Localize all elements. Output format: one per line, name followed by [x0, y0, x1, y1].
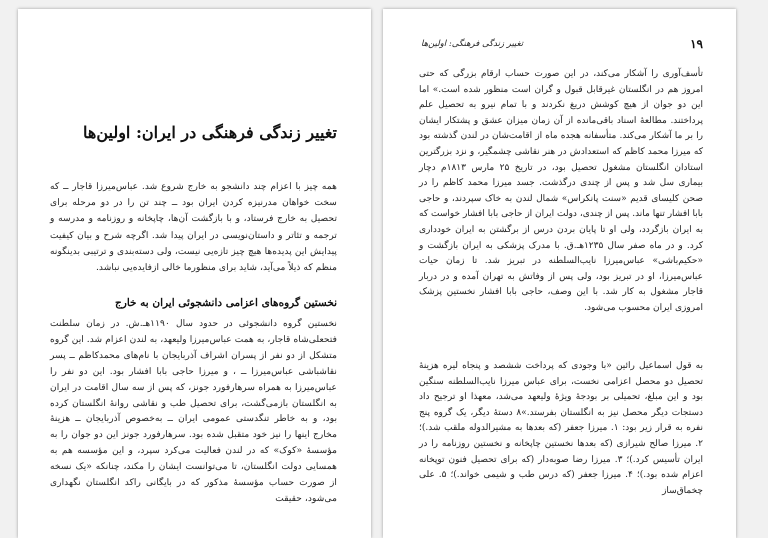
body-paragraph: تأسف‌آوری را آشکار می‌کند، در این صورت حساب ارقام بزرگی که حتی امروز هم در انگلستان غیرقابل قبول و گران است منظور شده است.» اما این دو جوان از هیچ کوشش دریغ نکردند و با تمام نیرو به تحصیل علم پرداختند. مطالعهٔ اسناد باقی‌مانده از آن زمان میزان عشق و پشتکار ایشان را بر ما آشکار می‌کند. متأسفانه هجده ماه از اقامت‌شان در لندن گذشته بود که میرزا محمد کاظم که استعدادش در هنر نقاشی چشمگیر، و نزد بزرگترین استادان انگلستان مشغول تحصیل بود، در تاریخ ۲۵ مارس ۱۸۱۳م دچار بیماری سل شد و پس از چندی درگذشت. جسد میرزا محمد کاظم را در صحن کلیسای قدیم «سنت پانکراس» شمال لندن به خاک سپردند، و حاجی بابا افشار تنها ماند. پس از چندی، دولت ایران از حاجی بابا افشار خواست که به ایران بازگردد، ولی او تا پایان بردن درس از برگشتن به ایران خودداری کرد. و در ماه صفر سال ۱۲۳۵هـ.ق. با مدرک پزشکی به ایران بازگشت و «حکیم‌باشی» عباس‌میرزا نایب‌السلطنه در تبریز شد. تا زمان حیات عباس‌میرزا، او در تبریز بود، ولی پس از وفاتش به تهران آمده و در دربار قاجار مشغول به کار شد. با این وصف، حاجی بابا افشار نخستین پزشک امروزی ایران محسوب می‌شود. — [419, 69, 704, 313]
body-paragraph: به قول اسماعیل رائین «با وجودی که پرداخت ششصد و پنجاه لیره هزینهٔ تحصیل دو محصل اعزامی نخست، برای عباس میرزا نایب‌السلطنه سنگین بود و این مبلغ، تحمیلی بر بودجهٔ ویژهٔ ولیعهد می‌شد، معهذا او ترجیح داد دستجات دیگر محصل نیز به انگلستان بفرستد.»۸ دستهٔ دیگر، یک گروه پنج نفره به قرار زیر بود: ۱. میرزا جعفر (که بعدها به مشیرالدوله ملقب شد.)؛ ۲. میرزا صالح شیرازی (که بعدها نخستین چاپخانه و نخستین روزنامه را در ایران تأسیس کرد.)؛ ۳. میرزا رضا صوبه‌دار (که برای تحصیل فنون توپخانه اعزام شده بود.)؛ ۴. میرزا جعفر (که درس طب و شیمی خواند.)؛ ۵. علی چخماق‌ساز — [419, 361, 704, 496]
running-title: تغییر زندگی فرهنگی: اولین‌ها — [421, 39, 524, 49]
left-page — [18, 9, 371, 538]
intro-paragraph: همه چیز با اعزام چند دانشجو به خارج شروع شد. عباس‌میرزا قاجار ــ که سخت خواهان مدرنیزه کردن ایران بود ــ چند تن را در دو مرحله برای تحصیل به خارج فرستاد، و با بازگشت آن‌ها، چاپخانه و روزنامه و مدرسه و ترجمه و تئاتر و داستان‌نویسی در ایران پیدا شد. اگرچه شرح و بیان کیفیت پیدایش این پدیده‌ها هیچ چیز تازه‌یی نیست، ولی دسته‌بندی و ترتیبی بدینگونه منظم که ذیلاً می‌آید، شاید برای منظورما خالی ازفایده‌یی نباشد. — [50, 181, 337, 274]
running-head — [421, 39, 703, 53]
section-paragraph: نخستین گروه دانشجوئی در حدود سال ۱۱۹۰هـ.ش. در زمان سلطنت فتحعلی‌شاه قاجار، به همت عباس‌میرزا ولیعهد، به لندن اعزام شد. این گروه متشکل از دو نفر از پسران اشراف آذربایجان با نام‌های محمدکاظم ــ پسر نقاشباشی عباس‌میرزا ــ ، و میرزا حاجی بابا افشار بود. این دو نفر را عباس‌میرزا به همراه سرهارفورد جونز، که پس از سه سال اقامت در ایران به انگلستان بازمی‌گشت، برای تحصیل طب و نقاشی روانهٔ انگلستان کرده بود، و به خاطر تنگدستی عمومی ایران ــ به‌خصوص آذربایجان ــ هزینهٔ مخارج اینها را نیز خود متقبل شده بود. سرهارفورد جونز این دو جوان را به مؤسسهٔ «کوک» که در لندن فعالیت می‌کرد سپرد، و این مؤسسه هم به همسایی دولت انگلستان، تا می‌توانست ایشان را مکند، چنانکه «یک نسخه از صورت حساب مؤسسهٔ مذکور که در بایگانی راکد انگلستان نگهداری می‌شود، حقیقت — [50, 318, 337, 504]
page-number: ۱۹ — [690, 37, 703, 51]
section-heading: نخستین گروه‌های اعزامی دانشجوئی ایران به خارج — [114, 297, 337, 309]
chapter-title: تغییر زندگی فرهنگی در ایران: اولین‌ها — [83, 123, 337, 142]
right-page — [383, 9, 736, 538]
